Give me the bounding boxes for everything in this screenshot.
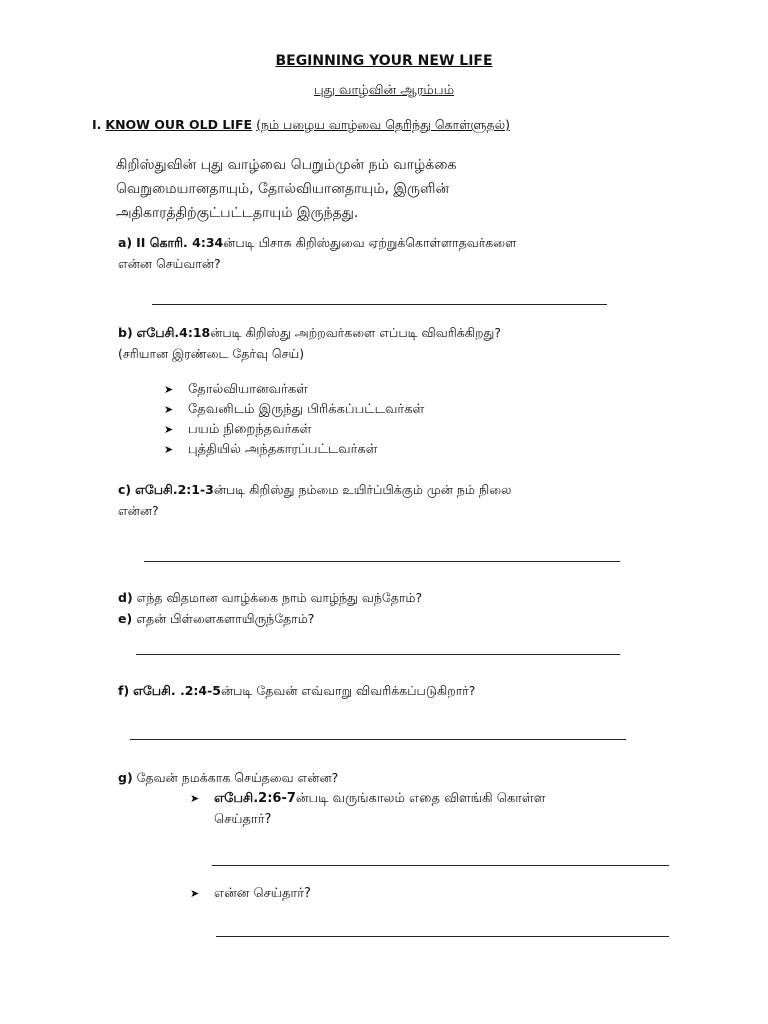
question-text: ன்படி தேவன் எவ்வாறு விவரிக்கப்படுகிறார்? (221, 683, 476, 698)
section-heading (92, 117, 510, 134)
question-ref: எபேசி.2:1-3 (135, 482, 214, 497)
answer-line-f[interactable] (130, 739, 626, 740)
question-label: f) (118, 683, 130, 698)
g-subquestion-1 (190, 788, 545, 830)
question-text: என்ன செய்தார்? (214, 886, 311, 901)
question-c (118, 479, 511, 521)
option-label: தோல்வியானவர்கள் (188, 382, 308, 397)
question-b (118, 322, 501, 364)
question-text: எதன் பிள்ளைகளாயிருந்தோம்? (136, 611, 315, 626)
question-ref: II கொரி. 4:34 (136, 235, 224, 250)
answer-line-g2[interactable] (216, 936, 669, 937)
arrowhead-bullet-icon: ➤ (190, 792, 200, 805)
g-subquestion-2 (190, 883, 311, 904)
answer-line-g1[interactable] (212, 865, 669, 866)
arrowhead-bullet-icon: ➤ (164, 423, 174, 436)
section-title-en: KNOW OUR OLD LIFE (105, 117, 253, 132)
question-text: ன்படி வருங்காலம் எதை விளங்கி கொள்ள (295, 791, 546, 806)
question-label: g) (118, 770, 133, 785)
question-text: செய்தார்? (214, 812, 272, 827)
option-label: பயம் நிறைந்தவர்கள் (188, 422, 312, 437)
option-item[interactable] (164, 440, 424, 460)
question-label: d) (118, 590, 133, 605)
arrowhead-bullet-icon: ➤ (164, 383, 174, 396)
option-item[interactable] (164, 420, 424, 440)
question-label: a) (118, 235, 133, 250)
option-item[interactable] (164, 400, 424, 420)
arrowhead-bullet-icon: ➤ (164, 443, 174, 456)
option-label: புத்தியில் அந்தகாரப்பட்டவர்கள் (188, 442, 378, 457)
document-subtitle: புது வாழ்வின் ஆரம்பம் (313, 83, 455, 98)
option-label: தேவனிடம் இருந்து பிரிக்கப்பட்டவர்கள் (188, 402, 425, 417)
question-ref: எபேசி. .2:4-5 (133, 683, 221, 698)
section-number: I. (92, 117, 102, 132)
question-a (118, 232, 516, 274)
question-text: (சரியான இரண்டை தேர்வு செய்) (118, 346, 305, 361)
question-d (118, 587, 422, 608)
question-label: c) (118, 482, 132, 497)
question-text: என்ன? (118, 503, 159, 518)
question-label: e) (118, 611, 133, 626)
option-item[interactable] (164, 380, 424, 400)
question-text: ன்படி கிறிஸ்து அற்றவர்களை எப்படி விவரிக்கிறது? (210, 325, 501, 340)
section-title-ta: (நம் பழைய வாழ்வை தெரிந்து கொள்ளுதல்) (256, 117, 510, 132)
arrowhead-bullet-icon: ➤ (164, 403, 174, 416)
question-text: தேவன் நமக்காக செய்தவை என்ன? (136, 770, 339, 785)
intro-paragraph (116, 153, 586, 225)
intro-line: கிறிஸ்துவின் புது வாழ்வை பெறும்முன் நம் வாழ்க்கை (116, 157, 457, 173)
question-ref: எபேசி.2:6-7 (214, 791, 296, 806)
document-title: BEGINNING YOUR NEW LIFE (275, 53, 493, 69)
answer-line-c[interactable] (144, 561, 620, 562)
question-text: என்ன செய்வான்? (118, 256, 221, 271)
answer-line-de[interactable] (136, 654, 620, 655)
arrowhead-bullet-icon: ➤ (190, 887, 200, 900)
question-label: b) (118, 325, 133, 340)
question-f (118, 680, 475, 701)
question-ref: எபேசி.4:18 (136, 325, 211, 340)
options-list (164, 380, 424, 460)
intro-line: வெறுமையானதாயும், தோல்வியானதாயும், இருளின் (116, 181, 450, 197)
question-text: ன்படி கிறிஸ்து நம்மை உயிர்ப்பிக்கும் முன் நம் நிலை (213, 482, 512, 497)
question-text: ன்படி பிசாசு கிறிஸ்துவை ஏற்றுக்கொள்ளாதவர்களை (223, 235, 517, 250)
question-e (118, 608, 314, 629)
answer-line-a[interactable] (152, 304, 607, 305)
intro-line: அதிகாரத்திற்குட்பட்டதாயும் இருந்தது. (116, 205, 359, 221)
question-g (118, 767, 338, 788)
question-text: எந்த விதமான வாழ்க்கை நாம் வாழ்ந்து வந்தோம்? (136, 590, 423, 605)
